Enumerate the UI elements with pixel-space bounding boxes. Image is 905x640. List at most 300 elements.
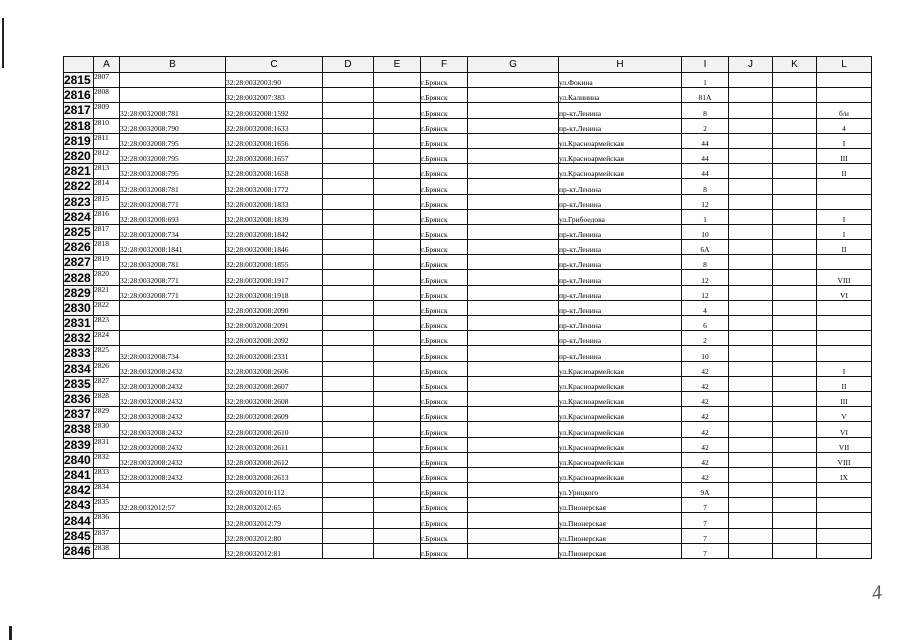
- cell-k[interactable]: [773, 133, 817, 148]
- cell-c[interactable]: 32:28:0032008:2608: [226, 391, 323, 406]
- row-number[interactable]: 2834: [64, 361, 94, 376]
- cell-j[interactable]: [729, 543, 773, 558]
- cell-e[interactable]: [374, 452, 421, 467]
- cell-h[interactable]: ул.Пионерская: [559, 543, 682, 558]
- cell-g[interactable]: [468, 194, 559, 209]
- row-number[interactable]: 2832: [64, 331, 94, 346]
- cell-i[interactable]: 42: [682, 437, 729, 452]
- cell-a[interactable]: 2835: [94, 498, 120, 513]
- cell-d[interactable]: [323, 452, 374, 467]
- cell-a[interactable]: 2807: [94, 73, 120, 88]
- cell-d[interactable]: [323, 255, 374, 270]
- cell-a[interactable]: 2821: [94, 285, 120, 300]
- cell-f[interactable]: г.Брянск: [421, 467, 468, 482]
- cell-c[interactable]: 32:28:0032008:1833: [226, 194, 323, 209]
- cell-d[interactable]: [323, 285, 374, 300]
- row-number[interactable]: 2836: [64, 391, 94, 406]
- cell-f[interactable]: г.Брянск: [421, 498, 468, 513]
- cell-g[interactable]: [468, 300, 559, 315]
- cell-j[interactable]: [729, 118, 773, 133]
- cell-i[interactable]: 12: [682, 285, 729, 300]
- cell-b[interactable]: 32:28:0032008:771: [120, 270, 226, 285]
- cell-k[interactable]: [773, 300, 817, 315]
- cell-f[interactable]: г.Брянск: [421, 224, 468, 239]
- column-header-a[interactable]: A: [94, 57, 120, 73]
- cell-d[interactable]: [323, 194, 374, 209]
- cell-g[interactable]: [468, 118, 559, 133]
- cell-a[interactable]: 2831: [94, 437, 120, 452]
- cell-l[interactable]: [817, 316, 872, 331]
- cell-b[interactable]: 32:28:0032008:2432: [120, 422, 226, 437]
- cell-i[interactable]: 6А: [682, 240, 729, 255]
- cell-e[interactable]: [374, 209, 421, 224]
- cell-i[interactable]: 7: [682, 543, 729, 558]
- cell-h[interactable]: пр-кт.Ленина: [559, 346, 682, 361]
- cell-g[interactable]: [468, 513, 559, 528]
- row-number[interactable]: 2819: [64, 133, 94, 148]
- cell-k[interactable]: [773, 376, 817, 391]
- cell-f[interactable]: г.Брянск: [421, 148, 468, 163]
- row-number[interactable]: 2827: [64, 255, 94, 270]
- cell-g[interactable]: [468, 179, 559, 194]
- cell-f[interactable]: г.Брянск: [421, 376, 468, 391]
- cell-c[interactable]: 32:28:0032008:1772: [226, 179, 323, 194]
- cell-l[interactable]: [817, 483, 872, 498]
- cell-f[interactable]: г.Брянск: [421, 194, 468, 209]
- cell-d[interactable]: [323, 437, 374, 452]
- column-header-b[interactable]: B: [120, 57, 226, 73]
- cell-d[interactable]: [323, 467, 374, 482]
- cell-g[interactable]: [468, 376, 559, 391]
- cell-h[interactable]: пр-кт.Ленина: [559, 285, 682, 300]
- cell-i[interactable]: 81А: [682, 88, 729, 103]
- row-number[interactable]: 2815: [64, 73, 94, 88]
- cell-d[interactable]: [323, 422, 374, 437]
- cell-g[interactable]: [468, 543, 559, 558]
- cell-b[interactable]: 32:28:0032008:2432: [120, 437, 226, 452]
- cell-c[interactable]: 32:28:0032008:1658: [226, 164, 323, 179]
- cell-c[interactable]: 32:28:0032012:80: [226, 528, 323, 543]
- cell-g[interactable]: [468, 346, 559, 361]
- cell-g[interactable]: [468, 422, 559, 437]
- cell-h[interactable]: ул.Красноармейская: [559, 467, 682, 482]
- row-number[interactable]: 2844: [64, 513, 94, 528]
- cell-a[interactable]: 2818: [94, 240, 120, 255]
- cell-e[interactable]: [374, 483, 421, 498]
- cell-d[interactable]: [323, 103, 374, 118]
- cell-h[interactable]: ул.Калинина: [559, 88, 682, 103]
- cell-g[interactable]: [468, 255, 559, 270]
- cell-e[interactable]: [374, 376, 421, 391]
- cell-e[interactable]: [374, 300, 421, 315]
- cell-l[interactable]: I: [817, 133, 872, 148]
- cell-j[interactable]: [729, 255, 773, 270]
- cell-g[interactable]: [468, 285, 559, 300]
- cell-i[interactable]: 6: [682, 316, 729, 331]
- row-number[interactable]: 2830: [64, 300, 94, 315]
- cell-j[interactable]: [729, 209, 773, 224]
- cell-i[interactable]: 8: [682, 179, 729, 194]
- cell-j[interactable]: [729, 422, 773, 437]
- cell-d[interactable]: [323, 209, 374, 224]
- cell-g[interactable]: [468, 316, 559, 331]
- cell-h[interactable]: пр-кт.Ленина: [559, 316, 682, 331]
- cell-l[interactable]: IX: [817, 467, 872, 482]
- cell-j[interactable]: [729, 270, 773, 285]
- cell-j[interactable]: [729, 194, 773, 209]
- cell-i[interactable]: 10: [682, 346, 729, 361]
- cell-k[interactable]: [773, 407, 817, 422]
- cell-f[interactable]: г.Брянск: [421, 179, 468, 194]
- cell-c[interactable]: 32:28:0032008:2609: [226, 407, 323, 422]
- cell-g[interactable]: [468, 164, 559, 179]
- cell-c[interactable]: 32:28:0032008:2613: [226, 467, 323, 482]
- cell-i[interactable]: 8: [682, 255, 729, 270]
- cell-f[interactable]: г.Брянск: [421, 437, 468, 452]
- row-number[interactable]: 2838: [64, 422, 94, 437]
- cell-g[interactable]: [468, 148, 559, 163]
- cell-h[interactable]: ул.Пионерская: [559, 513, 682, 528]
- cell-h[interactable]: пр-кт.Ленина: [559, 224, 682, 239]
- cell-j[interactable]: [729, 528, 773, 543]
- column-header-c[interactable]: C: [226, 57, 323, 73]
- cell-h[interactable]: ул.Грибоедова: [559, 209, 682, 224]
- cell-h[interactable]: ул.Красноармейская: [559, 391, 682, 406]
- cell-b[interactable]: 32:28:0032008:795: [120, 148, 226, 163]
- cell-c[interactable]: 32:28:0032010:112: [226, 483, 323, 498]
- cell-c[interactable]: 32:28:0032003:90: [226, 73, 323, 88]
- cell-f[interactable]: г.Брянск: [421, 73, 468, 88]
- cell-h[interactable]: ул.Урицкого: [559, 483, 682, 498]
- cell-k[interactable]: [773, 513, 817, 528]
- cell-a[interactable]: 2819: [94, 255, 120, 270]
- cell-c[interactable]: 32:28:0032008:1633: [226, 118, 323, 133]
- cell-f[interactable]: г.Брянск: [421, 103, 468, 118]
- row-number[interactable]: 2825: [64, 224, 94, 239]
- cell-e[interactable]: [374, 407, 421, 422]
- cell-a[interactable]: 2829: [94, 407, 120, 422]
- cell-d[interactable]: [323, 331, 374, 346]
- cell-j[interactable]: [729, 300, 773, 315]
- cell-f[interactable]: г.Брянск: [421, 391, 468, 406]
- cell-l[interactable]: [817, 346, 872, 361]
- cell-b[interactable]: [120, 513, 226, 528]
- cell-g[interactable]: [468, 133, 559, 148]
- cell-j[interactable]: [729, 361, 773, 376]
- cell-g[interactable]: [468, 391, 559, 406]
- cell-l[interactable]: [817, 88, 872, 103]
- corner-header[interactable]: [64, 57, 94, 73]
- column-header-j[interactable]: J: [729, 57, 773, 73]
- cell-a[interactable]: 2808: [94, 88, 120, 103]
- cell-e[interactable]: [374, 528, 421, 543]
- cell-k[interactable]: [773, 528, 817, 543]
- cell-b[interactable]: [120, 331, 226, 346]
- cell-h[interactable]: ул.Пионерская: [559, 528, 682, 543]
- cell-b[interactable]: [120, 543, 226, 558]
- cell-e[interactable]: [374, 346, 421, 361]
- cell-i[interactable]: 42: [682, 391, 729, 406]
- cell-f[interactable]: г.Брянск: [421, 331, 468, 346]
- cell-b[interactable]: 32:28:0032008:2432: [120, 452, 226, 467]
- cell-f[interactable]: г.Брянск: [421, 452, 468, 467]
- cell-g[interactable]: [468, 331, 559, 346]
- cell-h[interactable]: ул.Красноармейская: [559, 407, 682, 422]
- cell-e[interactable]: [374, 331, 421, 346]
- cell-d[interactable]: [323, 240, 374, 255]
- cell-k[interactable]: [773, 467, 817, 482]
- cell-b[interactable]: [120, 316, 226, 331]
- cell-l[interactable]: V: [817, 407, 872, 422]
- cell-h[interactable]: ул.Пионерская: [559, 498, 682, 513]
- cell-j[interactable]: [729, 240, 773, 255]
- cell-h[interactable]: ул.Красноармейская: [559, 422, 682, 437]
- cell-i[interactable]: 7: [682, 513, 729, 528]
- cell-b[interactable]: 32:28:0032008:795: [120, 164, 226, 179]
- cell-j[interactable]: [729, 224, 773, 239]
- cell-f[interactable]: г.Брянск: [421, 255, 468, 270]
- cell-c[interactable]: 32:28:0032008:2607: [226, 376, 323, 391]
- cell-g[interactable]: [468, 528, 559, 543]
- cell-h[interactable]: пр-кт.Ленина: [559, 194, 682, 209]
- cell-l[interactable]: б/н: [817, 103, 872, 118]
- cell-e[interactable]: [374, 194, 421, 209]
- cell-l[interactable]: II: [817, 164, 872, 179]
- cell-i[interactable]: 44: [682, 164, 729, 179]
- cell-e[interactable]: [374, 285, 421, 300]
- cell-e[interactable]: [374, 224, 421, 239]
- cell-e[interactable]: [374, 270, 421, 285]
- cell-a[interactable]: 2815: [94, 194, 120, 209]
- cell-j[interactable]: [729, 376, 773, 391]
- column-header-h[interactable]: H: [559, 57, 682, 73]
- cell-b[interactable]: 32:28:0032008:2432: [120, 361, 226, 376]
- cell-b[interactable]: [120, 73, 226, 88]
- cell-j[interactable]: [729, 483, 773, 498]
- cell-d[interactable]: [323, 346, 374, 361]
- cell-b[interactable]: 32:28:0032008:734: [120, 224, 226, 239]
- cell-g[interactable]: [468, 73, 559, 88]
- cell-j[interactable]: [729, 498, 773, 513]
- cell-a[interactable]: 2824: [94, 331, 120, 346]
- cell-j[interactable]: [729, 133, 773, 148]
- cell-a[interactable]: 2823: [94, 316, 120, 331]
- cell-b[interactable]: 32:28:0032008:781: [120, 179, 226, 194]
- cell-h[interactable]: пр-кт.Ленина: [559, 331, 682, 346]
- cell-f[interactable]: г.Брянск: [421, 361, 468, 376]
- cell-i[interactable]: 2: [682, 331, 729, 346]
- cell-e[interactable]: [374, 513, 421, 528]
- cell-e[interactable]: [374, 543, 421, 558]
- cell-c[interactable]: 32:28:0032008:1846: [226, 240, 323, 255]
- row-number[interactable]: 2837: [64, 407, 94, 422]
- cell-c[interactable]: 32:28:0032008:2091: [226, 316, 323, 331]
- cell-j[interactable]: [729, 467, 773, 482]
- row-number[interactable]: 2840: [64, 452, 94, 467]
- cell-c[interactable]: 32:28:0032012:81: [226, 543, 323, 558]
- cell-l[interactable]: II: [817, 240, 872, 255]
- cell-c[interactable]: 32:28:0032008:1839: [226, 209, 323, 224]
- cell-k[interactable]: [773, 543, 817, 558]
- cell-b[interactable]: 32:28:0032008:2432: [120, 391, 226, 406]
- cell-i[interactable]: 12: [682, 270, 729, 285]
- cell-i[interactable]: 7: [682, 528, 729, 543]
- cell-a[interactable]: 2833: [94, 467, 120, 482]
- cell-k[interactable]: [773, 483, 817, 498]
- cell-f[interactable]: г.Брянск: [421, 240, 468, 255]
- cell-a[interactable]: 2822: [94, 300, 120, 315]
- cell-l[interactable]: III: [817, 148, 872, 163]
- cell-e[interactable]: [374, 164, 421, 179]
- cell-l[interactable]: VI: [817, 422, 872, 437]
- row-number[interactable]: 2821: [64, 164, 94, 179]
- cell-a[interactable]: 2837: [94, 528, 120, 543]
- cell-j[interactable]: [729, 331, 773, 346]
- cell-g[interactable]: [468, 103, 559, 118]
- cell-i[interactable]: 7: [682, 498, 729, 513]
- cell-e[interactable]: [374, 467, 421, 482]
- cell-j[interactable]: [729, 346, 773, 361]
- cell-i[interactable]: 42: [682, 361, 729, 376]
- cell-d[interactable]: [323, 376, 374, 391]
- cell-j[interactable]: [729, 164, 773, 179]
- cell-l[interactable]: [817, 179, 872, 194]
- cell-g[interactable]: [468, 270, 559, 285]
- cell-i[interactable]: 44: [682, 133, 729, 148]
- cell-b[interactable]: [120, 300, 226, 315]
- cell-c[interactable]: 32:28:0032008:2606: [226, 361, 323, 376]
- row-number[interactable]: 2835: [64, 376, 94, 391]
- cell-g[interactable]: [468, 88, 559, 103]
- cell-l[interactable]: [817, 73, 872, 88]
- cell-h[interactable]: пр-кт.Ленина: [559, 118, 682, 133]
- cell-i[interactable]: 2: [682, 118, 729, 133]
- row-number[interactable]: 2826: [64, 240, 94, 255]
- cell-f[interactable]: г.Брянск: [421, 422, 468, 437]
- cell-e[interactable]: [374, 103, 421, 118]
- cell-k[interactable]: [773, 452, 817, 467]
- cell-k[interactable]: [773, 285, 817, 300]
- row-number[interactable]: 2833: [64, 346, 94, 361]
- cell-k[interactable]: [773, 270, 817, 285]
- cell-h[interactable]: пр-кт.Ленина: [559, 270, 682, 285]
- row-number[interactable]: 2818: [64, 118, 94, 133]
- cell-l[interactable]: [817, 543, 872, 558]
- cell-i[interactable]: 44: [682, 148, 729, 163]
- cell-d[interactable]: [323, 133, 374, 148]
- cell-k[interactable]: [773, 331, 817, 346]
- cell-i[interactable]: 42: [682, 467, 729, 482]
- cell-f[interactable]: г.Брянск: [421, 88, 468, 103]
- cell-i[interactable]: 10: [682, 224, 729, 239]
- column-header-i[interactable]: I: [682, 57, 729, 73]
- cell-e[interactable]: [374, 437, 421, 452]
- cell-h[interactable]: ул.Красноармейская: [559, 452, 682, 467]
- cell-j[interactable]: [729, 73, 773, 88]
- cell-a[interactable]: 2811: [94, 133, 120, 148]
- cell-l[interactable]: [817, 528, 872, 543]
- cell-b[interactable]: 32:28:0032008:781: [120, 255, 226, 270]
- cell-g[interactable]: [468, 452, 559, 467]
- cell-a[interactable]: 2812: [94, 148, 120, 163]
- cell-g[interactable]: [468, 498, 559, 513]
- cell-f[interactable]: г.Брянск: [421, 483, 468, 498]
- cell-g[interactable]: [468, 407, 559, 422]
- cell-c[interactable]: 32:28:0032008:1918: [226, 285, 323, 300]
- cell-f[interactable]: г.Брянск: [421, 316, 468, 331]
- row-number[interactable]: 2829: [64, 285, 94, 300]
- row-number[interactable]: 2839: [64, 437, 94, 452]
- cell-d[interactable]: [323, 361, 374, 376]
- cell-i[interactable]: 4: [682, 300, 729, 315]
- row-number[interactable]: 2843: [64, 498, 94, 513]
- column-header-l[interactable]: L: [817, 57, 872, 73]
- cell-j[interactable]: [729, 285, 773, 300]
- row-number[interactable]: 2841: [64, 467, 94, 482]
- cell-k[interactable]: [773, 255, 817, 270]
- cell-a[interactable]: 2814: [94, 179, 120, 194]
- column-header-k[interactable]: K: [773, 57, 817, 73]
- cell-k[interactable]: [773, 209, 817, 224]
- cell-f[interactable]: г.Брянск: [421, 133, 468, 148]
- cell-h[interactable]: ул.Красноармейская: [559, 376, 682, 391]
- cell-f[interactable]: г.Брянск: [421, 513, 468, 528]
- column-header-d[interactable]: D: [323, 57, 374, 73]
- cell-a[interactable]: 2836: [94, 513, 120, 528]
- cell-l[interactable]: I: [817, 209, 872, 224]
- cell-h[interactable]: пр-кт.Ленина: [559, 300, 682, 315]
- cell-d[interactable]: [323, 316, 374, 331]
- cell-b[interactable]: 32:28:0032008:2432: [120, 376, 226, 391]
- cell-c[interactable]: 32:28:0032012:65: [226, 498, 323, 513]
- cell-l[interactable]: I: [817, 361, 872, 376]
- cell-a[interactable]: 2830: [94, 422, 120, 437]
- cell-a[interactable]: 2834: [94, 483, 120, 498]
- cell-k[interactable]: [773, 118, 817, 133]
- cell-j[interactable]: [729, 513, 773, 528]
- cell-e[interactable]: [374, 179, 421, 194]
- cell-c[interactable]: 32:28:0032008:2331: [226, 346, 323, 361]
- cell-h[interactable]: ул.Фокина: [559, 73, 682, 88]
- cell-i[interactable]: 42: [682, 376, 729, 391]
- cell-k[interactable]: [773, 361, 817, 376]
- cell-a[interactable]: 2813: [94, 164, 120, 179]
- row-number[interactable]: 2823: [64, 194, 94, 209]
- cell-d[interactable]: [323, 391, 374, 406]
- cell-a[interactable]: 2810: [94, 118, 120, 133]
- cell-l[interactable]: [817, 498, 872, 513]
- cell-e[interactable]: [374, 240, 421, 255]
- cell-j[interactable]: [729, 437, 773, 452]
- row-number[interactable]: 2820: [64, 148, 94, 163]
- cell-e[interactable]: [374, 316, 421, 331]
- cell-e[interactable]: [374, 422, 421, 437]
- row-number[interactable]: 2816: [64, 88, 94, 103]
- cell-f[interactable]: г.Брянск: [421, 285, 468, 300]
- cell-a[interactable]: 2828: [94, 391, 120, 406]
- cell-c[interactable]: 32:28:0032008:1656: [226, 133, 323, 148]
- cell-c[interactable]: 32:28:0032008:2090: [226, 300, 323, 315]
- cell-e[interactable]: [374, 391, 421, 406]
- cell-a[interactable]: 2827: [94, 376, 120, 391]
- cell-k[interactable]: [773, 148, 817, 163]
- cell-i[interactable]: 42: [682, 422, 729, 437]
- cell-d[interactable]: [323, 543, 374, 558]
- cell-c[interactable]: 32:28:0032008:1657: [226, 148, 323, 163]
- row-number[interactable]: 2846: [64, 543, 94, 558]
- cell-b[interactable]: 32:28:0032008:693: [120, 209, 226, 224]
- cell-f[interactable]: г.Брянск: [421, 164, 468, 179]
